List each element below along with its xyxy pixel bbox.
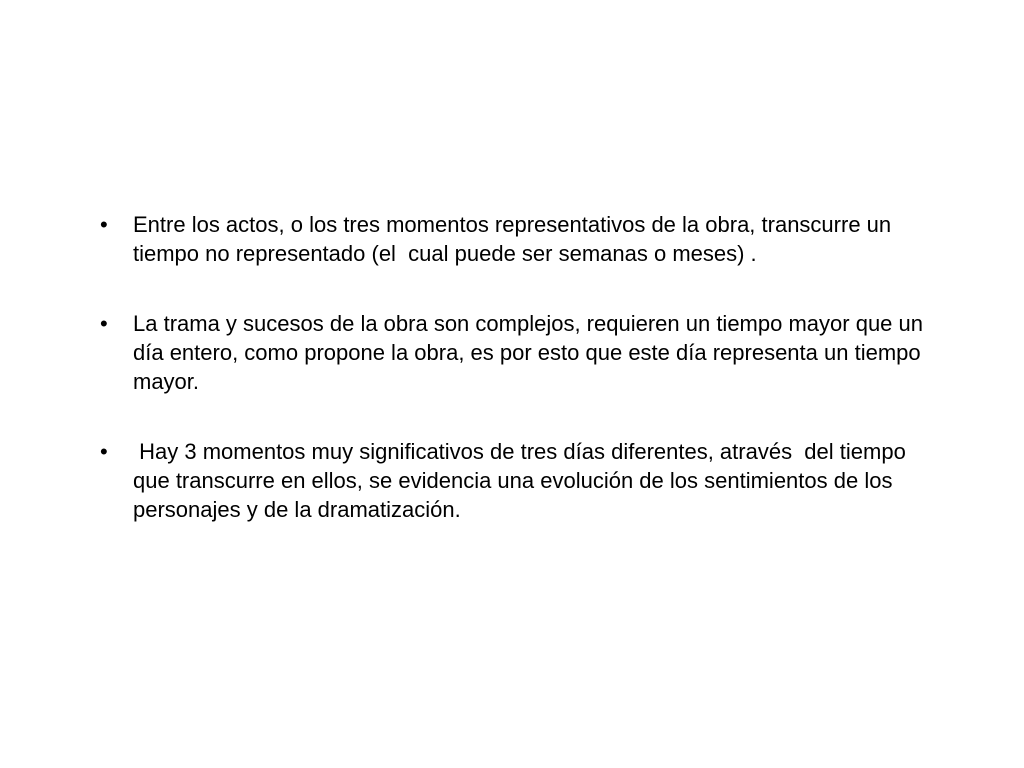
bullet-text: La trama y sucesos de la obra son complejos, requieren un tiempo mayor que un día entero, como propone la obra, es por esto que este día representa un tiempo mayor.	[133, 311, 930, 394]
bullet-icon: •	[100, 311, 108, 336]
bullet-icon: •	[100, 439, 108, 464]
bullet-text: Hay 3 momentos muy significativos de tres días diferentes, através del tiempo que transcurre en ellos, se evidencia una evolución de los sentimientos de los personajes y de la dramatización.	[133, 439, 912, 522]
bullet-item-3	[100, 437, 930, 524]
bullet-text: Entre los actos, o los tres momentos representativos de la obra, transcurre un tiempo no representado (el cual puede ser semanas o meses) .	[133, 212, 898, 266]
bullet-item-2	[100, 309, 930, 396]
bullet-icon: •	[100, 212, 108, 237]
bullet-list	[100, 210, 930, 565]
bullet-item-1	[100, 210, 930, 268]
